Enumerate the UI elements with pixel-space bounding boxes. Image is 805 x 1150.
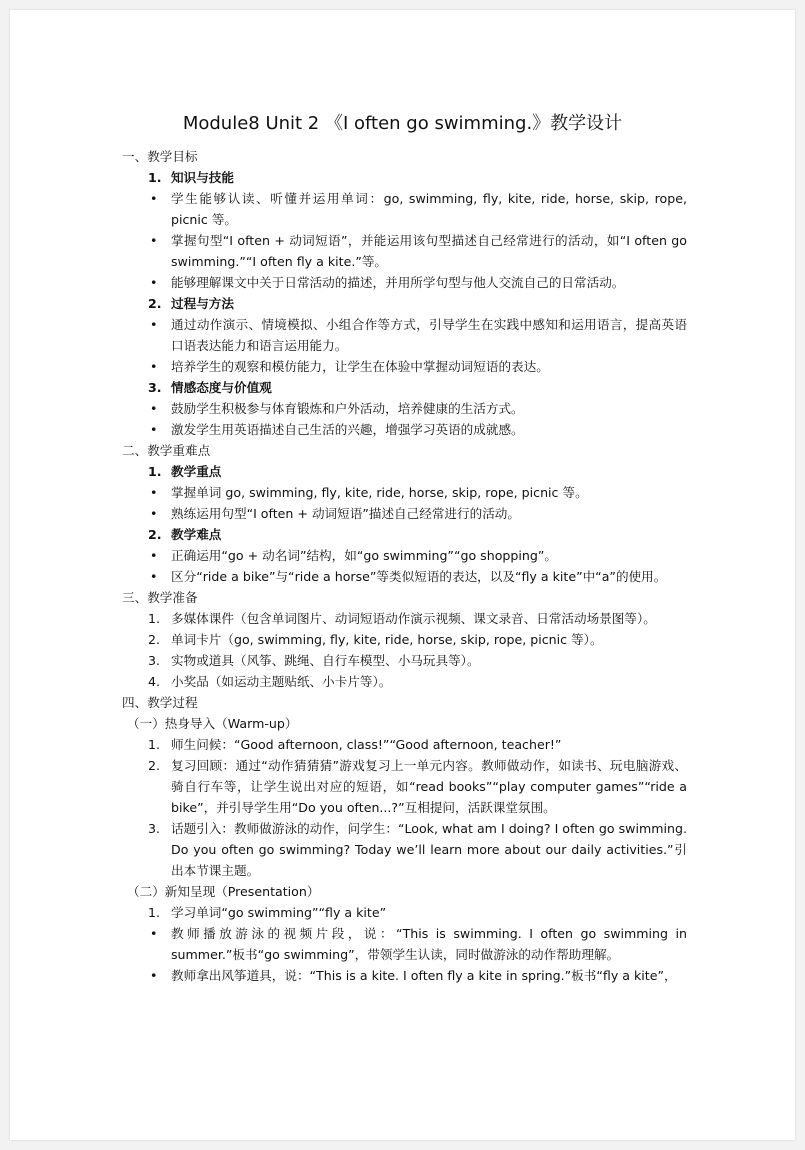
- numbered-item: 3. 实物或道具（风筝、跳绳、自行车模型、小马玩具等）。: [122, 650, 687, 671]
- item-number: 3.: [148, 821, 161, 836]
- subsection-number: 1.: [148, 464, 162, 479]
- subsection-title: 教学重点: [171, 464, 222, 479]
- document-title: Module8 Unit 2 《I often go swimming.》教学设计: [182, 113, 623, 134]
- numbered-item: 2. 单词卡片（go, swimming, fly, kite, ride, horse, skip, rope, picnic 等）。: [122, 629, 687, 650]
- bullet-item: • 培养学生的观察和模仿能力，让学生在体验中掌握动词短语的表达。: [122, 356, 687, 377]
- numbered-item: 3. 话题引入：教师做游泳的动作，问学生：“Look, what am I doing? I often go swimming. Do you often go swimming? Today we’ll learn more about our daily activities.”引出本节课主题。: [122, 818, 687, 881]
- bullet-icon: •: [150, 233, 158, 248]
- bullet-icon: •: [150, 548, 158, 563]
- section-heading: 一、教学目标: [122, 149, 198, 164]
- subsection-title: 教学难点: [171, 527, 222, 542]
- bullet-icon: •: [150, 422, 158, 437]
- subsection-number: 3.: [148, 380, 162, 395]
- bullet-icon: •: [150, 569, 158, 584]
- bullet-item: • 激发学生用英语描述自己生活的兴趣，增强学习英语的成就感。: [122, 419, 687, 440]
- bullet-icon: •: [150, 506, 158, 521]
- numbered-item: 1. 多媒体课件（包含单词图片、动词短语动作演示视频、课文录音、日常活动场景图等）。: [122, 608, 687, 629]
- bullet-item: • 教师拿出风筝道具，说：“This is a kite. I often fly a kite in spring.”板书“fly a kite”，: [122, 965, 687, 986]
- bullet-item: • 通过动作演示、情境模拟、小组合作等方式，引导学生在实践中感知和运用语言，提高英语口语表达能力和语言运用能力。: [122, 314, 687, 356]
- bullet-item: • 掌握句型“I often + 动词短语”，并能运用该句型描述自己经常进行的活动，如“I often go swimming.”“I often fly a kite.”等。: [122, 230, 687, 272]
- bullet-item: • 学生能够认读、听懂并运用单词：go, swimming, fly, kite, ride, horse, skip, rope, picnic 等。: [122, 188, 687, 230]
- item-number: 4.: [148, 674, 161, 689]
- subsection-number: 1.: [148, 170, 162, 185]
- bullet-icon: •: [150, 968, 158, 983]
- bullet-item: • 能够理解课文中关于日常活动的描述，并用所学句型与他人交流自己的日常活动。: [122, 272, 687, 293]
- item-number: 1.: [148, 737, 161, 752]
- bullet-icon: •: [150, 317, 158, 332]
- subsection-title: 过程与方法: [171, 296, 234, 311]
- subsection-title: 情感态度与价值观: [171, 380, 272, 395]
- subsection-number: 2.: [148, 527, 162, 542]
- bullet-item: • 掌握单词 go, swimming, fly, kite, ride, horse, skip, rope, picnic 等。: [122, 482, 687, 503]
- bullet-item: • 正确运用“go + 动名词”结构，如“go swimming”“go shopping”。: [122, 545, 687, 566]
- bullet-item: • 鼓励学生积极参与体育锻炼和户外活动，培养健康的生活方式。: [122, 398, 687, 419]
- subsection-heading: [122, 293, 687, 314]
- numbered-item: 4. 小奖品（如运动主题贴纸、小卡片等）。: [122, 671, 687, 692]
- bullet-icon: •: [150, 359, 158, 374]
- bullet-item: • 区分“ride a bike”与“ride a horse”等类似短语的表达，以及“fly a kite”中“a”的使用。: [122, 566, 687, 587]
- section-heading: 二、教学重难点: [122, 443, 211, 458]
- section-heading: 三、教学准备: [122, 590, 198, 605]
- item-number: 2.: [148, 758, 161, 773]
- subsection-heading: [122, 461, 687, 482]
- item-number: 2.: [148, 632, 161, 647]
- part-heading: （二）新知呈现（Presentation）: [127, 884, 320, 899]
- bullet-icon: •: [150, 191, 158, 206]
- subsection-number: 2.: [148, 296, 162, 311]
- item-number: 1.: [148, 905, 161, 920]
- document-body: [122, 146, 687, 986]
- bullet-item: • 熟练运用句型“I often + 动词短语”描述自己经常进行的活动。: [122, 503, 687, 524]
- numbered-item: 2. 复习回顾：通过“动作猜猜猜”游戏复习上一单元内容。教师做动作，如读书、玩电脑游戏、骑自行车等，让学生说出对应的短语，如“read books”“play computer games”“ride a bike”，并引导学生用“Do you often...?”互相提问，活跃课堂氛围。: [122, 755, 687, 818]
- document-page: [10, 10, 795, 1140]
- bullet-icon: •: [150, 926, 158, 941]
- subsection-title: 知识与技能: [171, 170, 234, 185]
- part-heading: （一）热身导入（Warm-up）: [127, 716, 298, 731]
- bullet-icon: •: [150, 485, 158, 500]
- item-number: 3.: [148, 653, 161, 668]
- section-heading: 四、教学过程: [122, 695, 198, 710]
- numbered-item: 1. 师生问候：“Good afternoon, class!”“Good afternoon, teacher!”: [122, 734, 687, 755]
- item-number: 1.: [148, 611, 161, 626]
- numbered-item: 1. 学习单词“go swimming”“fly a kite”: [122, 902, 687, 923]
- subsection-heading: [122, 377, 687, 398]
- bullet-icon: •: [150, 275, 158, 290]
- subsection-heading: [122, 167, 687, 188]
- subsection-heading: [122, 524, 687, 545]
- bullet-item: • 教师播放游泳的视频片段，说：“This is swimming. I often go swimming in summer.”板书“go swimming”，带领学生认读，同时做游泳的动作帮助理解。: [122, 923, 687, 965]
- bullet-icon: •: [150, 401, 158, 416]
